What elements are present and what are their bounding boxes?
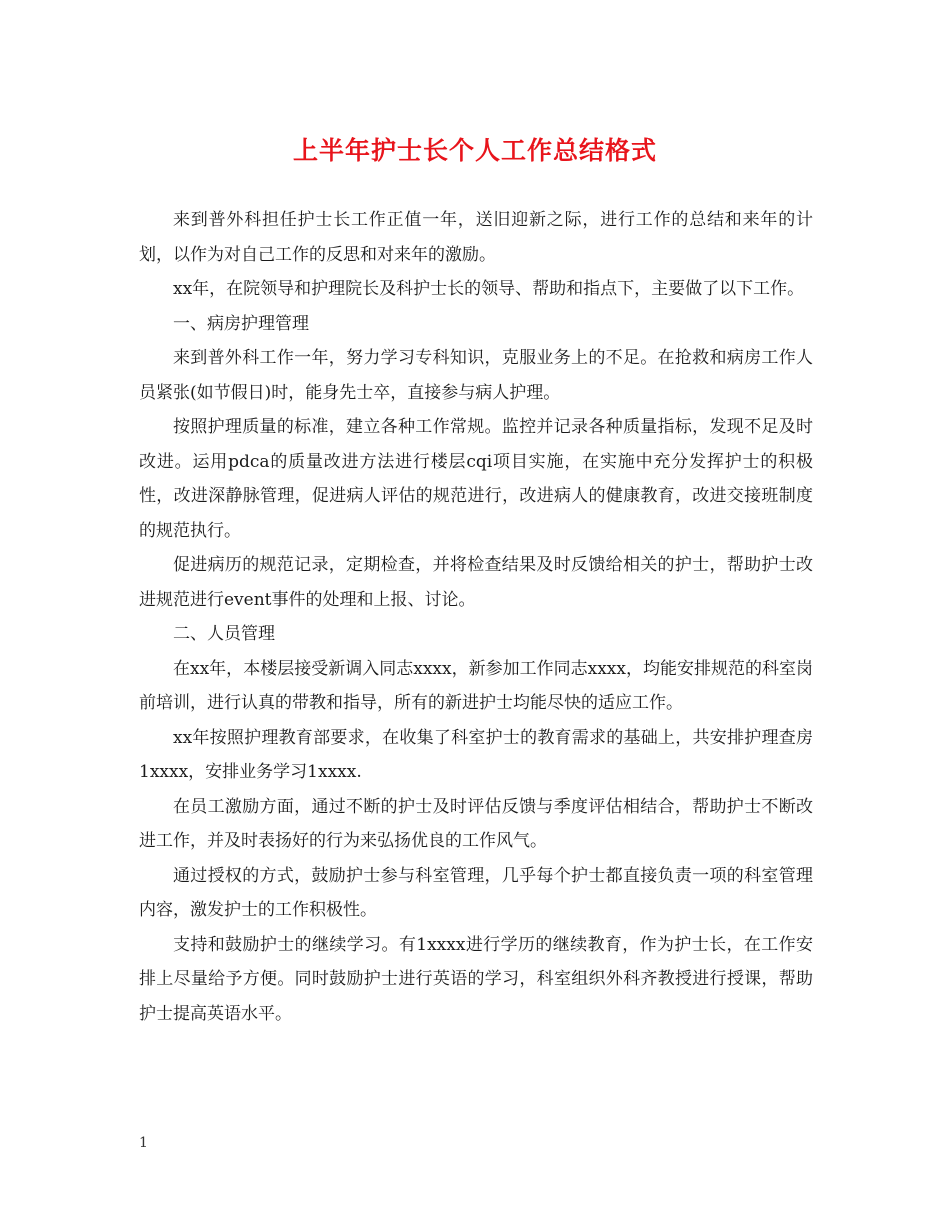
page-number: 1 (139, 1135, 148, 1151)
paragraph: 在员工激励方面，通过不断的护士及时评估反馈与季度评估相结合，帮助护士不断改进工作，并及时表扬好的行为来弘扬优良的工作风气。 (139, 796, 813, 851)
paragraph: 通过授权的方式，鼓励护士参与科室管理，几乎每个护士都直接负责一项的科室管理内容，激发护士的工作积极性。 (139, 865, 813, 920)
paragraph: xx年按照护理教育部要求，在收集了科室护士的教育需求的基础上，共安排护理查房1xxxx，安排业务学习1xxxx. (139, 727, 813, 782)
paragraph: xx年，在院领导和护理院长及科护士长的领导、帮助和指点下，主要做了以下工作。 (173, 279, 805, 299)
paragraph: 促进病历的规范记录，定期检查，并将检查结果及时反馈给相关的护士，帮助护士改进规范进行event事件的处理和上报、讨论。 (139, 555, 813, 610)
document-title: 上半年护士长个人工作总结格式 (292, 136, 657, 165)
paragraph: 按照护理质量的标准，建立各种工作常规。监控并记录各种质量指标，发现不足及时改进。运用pdca的质量改进方法进行楼层cqi项目实施，在实施中充分发挥护士的积极性，改进深静脉管理，促进病人评估的规范进行，改进病人的健康教育，改进交接班制度的规范执行。 (139, 417, 813, 541)
paragraph: 在xx年，本楼层接受新调入同志xxxx，新参加工作同志xxxx，均能安排规范的科室岗前培训，进行认真的带教和指导，所有的新进护士均能尽快的适应工作。 (139, 658, 813, 713)
paragraph: 支持和鼓励护士的继续学习。有1xxxx进行学历的继续教育，作为护士长，在工作安排上尽量给予方便。同时鼓励护士进行英语的学习，科室组织外科齐教授进行授课，帮助护士提高英语水平。 (139, 934, 813, 1024)
section-heading: 二、人员管理 (173, 624, 275, 644)
paragraph: 来到普外科工作一年，努力学习专科知识，克服业务上的不足。在抢救和病房工作人员紧张(如节假日)时，能身先士卒，直接参与病人护理。 (139, 348, 813, 403)
paragraph: 来到普外科担任护士长工作正值一年，送旧迎新之际，进行工作的总结和来年的计划，以作为对自己工作的反思和对来年的激励。 (139, 210, 813, 265)
document-body (139, 203, 813, 1031)
section-heading: 一、病房护理管理 (173, 313, 309, 334)
